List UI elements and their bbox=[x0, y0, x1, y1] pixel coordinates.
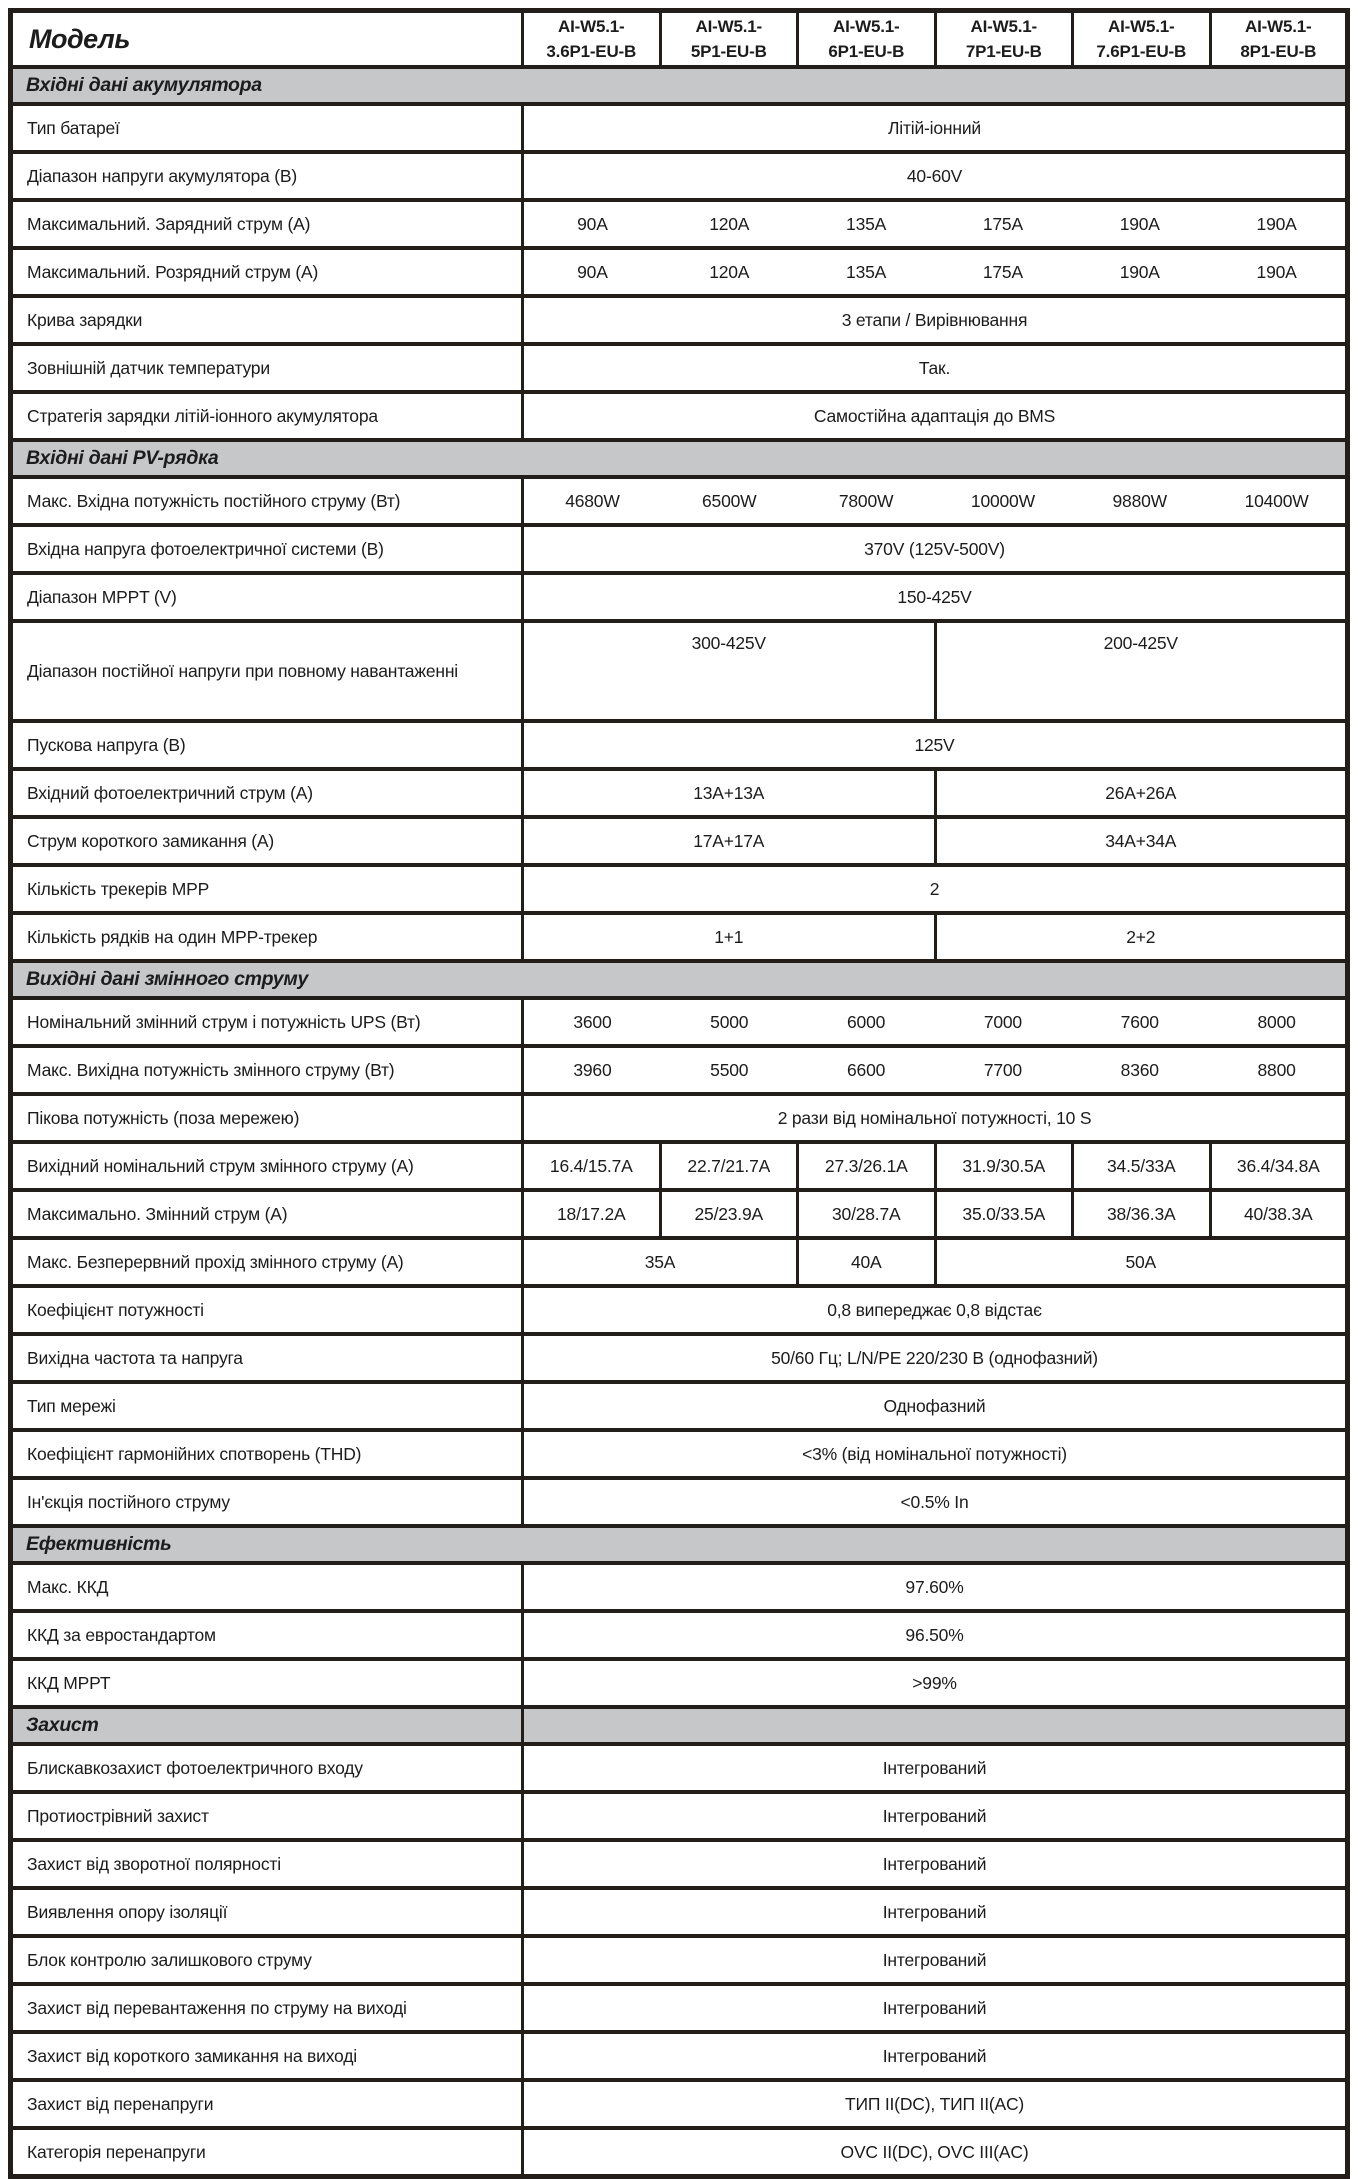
model-column-header: AI-W5.1- 3.6P1-EU-B bbox=[523, 11, 661, 68]
row-value: 97.60% bbox=[523, 1563, 1348, 1611]
table-header-row bbox=[11, 11, 1348, 68]
row-label: Протиострівний захист bbox=[11, 1792, 523, 1840]
table-row bbox=[11, 1888, 1348, 1936]
row-value: 18/17.2A bbox=[523, 1190, 661, 1238]
row-value: 10400W bbox=[1244, 490, 1309, 511]
section-header-row bbox=[11, 961, 1348, 998]
row-value: 7000 bbox=[983, 1011, 1022, 1032]
row-value: Інтегрований bbox=[523, 1744, 1348, 1792]
row-label: Вхідна напруга фотоелектричної системи (В) bbox=[11, 525, 523, 573]
section-title: Вхідні дані PV-рядка bbox=[11, 440, 1348, 477]
table-row bbox=[11, 1046, 1348, 1094]
row-label: Ін'єкція постійного струму bbox=[11, 1478, 523, 1526]
model-column-title: Модель bbox=[11, 11, 523, 68]
row-value: 38/36.3A bbox=[1073, 1190, 1211, 1238]
row-value: >99% bbox=[523, 1659, 1348, 1707]
section-title: Захист bbox=[11, 1707, 523, 1744]
row-value: Літій-іонний bbox=[523, 104, 1348, 152]
table-row bbox=[11, 1142, 1348, 1190]
row-label: Пускова напруга (В) bbox=[11, 721, 523, 769]
table-row bbox=[11, 817, 1348, 865]
table-row bbox=[11, 1430, 1348, 1478]
row-value: 1+1 bbox=[523, 913, 936, 961]
row-value: 9880W bbox=[1112, 490, 1167, 511]
row-label: Коефіцієнт потужності bbox=[11, 1286, 523, 1334]
table-row bbox=[11, 152, 1348, 200]
section-band bbox=[523, 1707, 1348, 1744]
row-value: Однофазний bbox=[523, 1382, 1348, 1430]
row-value: 135A bbox=[846, 261, 887, 282]
table-row bbox=[11, 1190, 1348, 1238]
row-value: 3 етапи / Вирівнювання bbox=[523, 296, 1348, 344]
row-label: Кількість рядків на один МРР-трекер bbox=[11, 913, 523, 961]
row-value: 96.50% bbox=[523, 1611, 1348, 1659]
row-value: 34A+34A bbox=[935, 817, 1348, 865]
table-row bbox=[11, 1563, 1348, 1611]
row-values-group bbox=[523, 1046, 1348, 1094]
table-row bbox=[11, 477, 1348, 525]
table-row bbox=[11, 865, 1348, 913]
row-value: 40A bbox=[798, 1238, 936, 1286]
table-row bbox=[11, 998, 1348, 1046]
row-label: Зовнішній датчик температури bbox=[11, 344, 523, 392]
table-row bbox=[11, 1611, 1348, 1659]
section-title: Ефективність bbox=[11, 1526, 1348, 1563]
model-column-header: AI-W5.1- 7.6P1-EU-B bbox=[1073, 11, 1211, 68]
table-row bbox=[11, 2080, 1348, 2128]
row-value: ТИП II(DC), ТИП II(AC) bbox=[523, 2080, 1348, 2128]
row-label: Макс. Безперервний прохід змінного струму (А) bbox=[11, 1238, 523, 1286]
table-row bbox=[11, 1334, 1348, 1382]
model-column-header: AI-W5.1- 7P1-EU-B bbox=[935, 11, 1073, 68]
spec-table bbox=[8, 8, 1350, 2179]
row-label: Діапазон MPPT (V) bbox=[11, 573, 523, 621]
row-value: 13A+13A bbox=[523, 769, 936, 817]
row-label: Стратегія зарядки літій-іонного акумулятора bbox=[11, 392, 523, 440]
section-title: Вхідні дані акумулятора bbox=[11, 67, 1348, 104]
row-value: 150-425V bbox=[523, 573, 1348, 621]
row-value: 190A bbox=[1256, 261, 1297, 282]
section-header-row bbox=[11, 1707, 1348, 1744]
row-value: 7700 bbox=[983, 1059, 1022, 1080]
row-label: Блок контролю залишкового струму bbox=[11, 1936, 523, 1984]
row-label: Захист від короткого замикання на виході bbox=[11, 2032, 523, 2080]
row-label: Максимальний. Розрядний струм (А) bbox=[11, 248, 523, 296]
row-value: 3960 bbox=[573, 1059, 612, 1080]
row-label: Вихідна частота та напруга bbox=[11, 1334, 523, 1382]
table-row bbox=[11, 1659, 1348, 1707]
row-label: Пікова потужність (поза мережею) bbox=[11, 1094, 523, 1142]
row-value: 4680W bbox=[565, 490, 620, 511]
row-value: 8800 bbox=[1257, 1059, 1296, 1080]
row-value: 125V bbox=[523, 721, 1348, 769]
row-label: Кількість трекерів MPP bbox=[11, 865, 523, 913]
section-title: Вихідні дані змінного струму bbox=[11, 961, 1348, 998]
row-value: 6500W bbox=[702, 490, 757, 511]
row-value: 26A+26A bbox=[935, 769, 1348, 817]
row-value: Інтегрований bbox=[523, 1840, 1348, 1888]
table-row bbox=[11, 1286, 1348, 1334]
row-value: 2+2 bbox=[935, 913, 1348, 961]
row-value: Так. bbox=[523, 344, 1348, 392]
row-value: 6600 bbox=[847, 1059, 886, 1080]
row-value: 190A bbox=[1256, 213, 1297, 234]
row-value: Самостійна адаптація до BMS bbox=[523, 392, 1348, 440]
row-label: Макс. Вихідна потужність змінного струму (Вт) bbox=[11, 1046, 523, 1094]
row-value: 35A bbox=[523, 1238, 798, 1286]
row-label: Категорія перенапруги bbox=[11, 2128, 523, 2177]
row-values-group bbox=[523, 248, 1348, 296]
row-value: 2 bbox=[523, 865, 1348, 913]
row-label: Захист від зворотної полярності bbox=[11, 1840, 523, 1888]
row-value: Інтегрований bbox=[523, 1984, 1348, 2032]
row-label: Виявлення опору ізоляції bbox=[11, 1888, 523, 1936]
row-value: Інтегрований bbox=[523, 1888, 1348, 1936]
row-value: 8360 bbox=[1120, 1059, 1159, 1080]
row-value: 8000 bbox=[1257, 1011, 1296, 1032]
table-row bbox=[11, 913, 1348, 961]
row-value: OVC II(DC), OVC III(AC) bbox=[523, 2128, 1348, 2177]
table-row bbox=[11, 1840, 1348, 1888]
table-row bbox=[11, 200, 1348, 248]
values-grid bbox=[524, 491, 1345, 512]
row-label: Вихідний номінальний струм змінного струму (А) bbox=[11, 1142, 523, 1190]
row-value: 40-60V bbox=[523, 152, 1348, 200]
row-value: 34.5/33A bbox=[1073, 1142, 1211, 1190]
row-value: 175A bbox=[982, 213, 1023, 234]
table-row bbox=[11, 1478, 1348, 1526]
row-label: Струм короткого замикання (А) bbox=[11, 817, 523, 865]
table-row bbox=[11, 344, 1348, 392]
row-value: <0.5% In bbox=[523, 1478, 1348, 1526]
table-row bbox=[11, 769, 1348, 817]
row-value: Інтегрований bbox=[523, 1936, 1348, 1984]
table-row bbox=[11, 1744, 1348, 1792]
row-value: 90A bbox=[577, 213, 608, 234]
values-grid bbox=[524, 1012, 1345, 1033]
row-value: 3600 bbox=[573, 1011, 612, 1032]
row-label: Тип батареї bbox=[11, 104, 523, 152]
row-label: Максимальний. Зарядний струм (А) bbox=[11, 200, 523, 248]
row-label: Коефіцієнт гармонійних спотворень (THD) bbox=[11, 1430, 523, 1478]
row-value: 190A bbox=[1119, 261, 1160, 282]
table-row bbox=[11, 248, 1348, 296]
table-row bbox=[11, 1382, 1348, 1430]
table-row bbox=[11, 621, 1348, 721]
values-grid bbox=[524, 262, 1345, 283]
row-label: Діапазон постійної напруги при повному навантаженні bbox=[11, 621, 523, 721]
row-label: Діапазон напруги акумулятора (В) bbox=[11, 152, 523, 200]
row-value: 300-425V bbox=[523, 621, 936, 721]
row-value: 7800W bbox=[838, 490, 894, 511]
table-row bbox=[11, 104, 1348, 152]
row-value: 17A+17A bbox=[523, 817, 936, 865]
table-row bbox=[11, 2032, 1348, 2080]
row-value: 36.4/34.8A bbox=[1210, 1142, 1348, 1190]
row-label: Макс. ККД bbox=[11, 1563, 523, 1611]
row-label: Крива зарядки bbox=[11, 296, 523, 344]
section-header-row bbox=[11, 440, 1348, 477]
row-value: Інтегрований bbox=[523, 1792, 1348, 1840]
section-header-row bbox=[11, 1526, 1348, 1563]
model-column-header: AI-W5.1- 8P1-EU-B bbox=[1210, 11, 1348, 68]
row-label: ККД МРРТ bbox=[11, 1659, 523, 1707]
row-value: 50A bbox=[935, 1238, 1348, 1286]
row-label: Максимально. Змінний струм (А) bbox=[11, 1190, 523, 1238]
row-value: 175A bbox=[982, 261, 1023, 282]
row-label: Захист від перенапруги bbox=[11, 2080, 523, 2128]
row-value: 5500 bbox=[710, 1059, 749, 1080]
row-value: 5000 bbox=[710, 1011, 749, 1032]
row-value: Інтегрований bbox=[523, 2032, 1348, 2080]
row-values-group bbox=[523, 200, 1348, 248]
table-row bbox=[11, 1238, 1348, 1286]
table-row bbox=[11, 1984, 1348, 2032]
row-values-group bbox=[523, 477, 1348, 525]
row-label: Вхідний фотоелектричний струм (А) bbox=[11, 769, 523, 817]
row-value: 10000W bbox=[970, 490, 1035, 511]
row-value: 90A bbox=[577, 261, 608, 282]
row-value: 135A bbox=[846, 213, 887, 234]
row-label: Захист від перевантаження по струму на виході bbox=[11, 1984, 523, 2032]
row-value: 370V (125V-500V) bbox=[523, 525, 1348, 573]
values-grid bbox=[524, 214, 1345, 235]
row-value: 190A bbox=[1119, 213, 1160, 234]
table-row bbox=[11, 1936, 1348, 1984]
row-value: 50/60 Гц; L/N/PE 220/230 В (однофазний) bbox=[523, 1334, 1348, 1382]
row-values-group bbox=[523, 998, 1348, 1046]
section-header-row bbox=[11, 67, 1348, 104]
row-value: 200-425V bbox=[935, 621, 1348, 721]
row-value: 2 рази від номінальної потужності, 10 S bbox=[523, 1094, 1348, 1142]
row-label: ККД за евростандартом bbox=[11, 1611, 523, 1659]
row-label: Тип мережі bbox=[11, 1382, 523, 1430]
model-column-header: AI-W5.1- 5P1-EU-B bbox=[660, 11, 798, 68]
row-value: 0,8 випереджає 0,8 відстає bbox=[523, 1286, 1348, 1334]
row-label: Макс. Вхідна потужність постійного струму (Вт) bbox=[11, 477, 523, 525]
table-row bbox=[11, 2128, 1348, 2177]
row-label: Блискавкозахист фотоелектричного входу bbox=[11, 1744, 523, 1792]
row-value: 35.0/33.5A bbox=[935, 1190, 1073, 1238]
table-row bbox=[11, 392, 1348, 440]
row-value: 40/38.3A bbox=[1210, 1190, 1348, 1238]
row-value: 6000 bbox=[847, 1011, 886, 1032]
row-value: 30/28.7A bbox=[798, 1190, 936, 1238]
row-label: Номінальний змінний струм і потужність UPS (Вт) bbox=[11, 998, 523, 1046]
row-value: 25/23.9A bbox=[660, 1190, 798, 1238]
table-row bbox=[11, 296, 1348, 344]
row-value: 27.3/26.1A bbox=[798, 1142, 936, 1190]
table-row bbox=[11, 1792, 1348, 1840]
values-grid bbox=[524, 1060, 1345, 1081]
row-value: 22.7/21.7A bbox=[660, 1142, 798, 1190]
row-value: 7600 bbox=[1120, 1011, 1159, 1032]
row-value: 31.9/30.5A bbox=[935, 1142, 1073, 1190]
model-column-header: AI-W5.1- 6P1-EU-B bbox=[798, 11, 936, 68]
row-value: <3% (від номінальної потужності) bbox=[523, 1430, 1348, 1478]
row-value: 120A bbox=[709, 213, 750, 234]
table-row bbox=[11, 1094, 1348, 1142]
table-row bbox=[11, 525, 1348, 573]
table-row bbox=[11, 721, 1348, 769]
table-row bbox=[11, 573, 1348, 621]
row-value: 16.4/15.7A bbox=[523, 1142, 661, 1190]
row-value: 120A bbox=[709, 261, 750, 282]
